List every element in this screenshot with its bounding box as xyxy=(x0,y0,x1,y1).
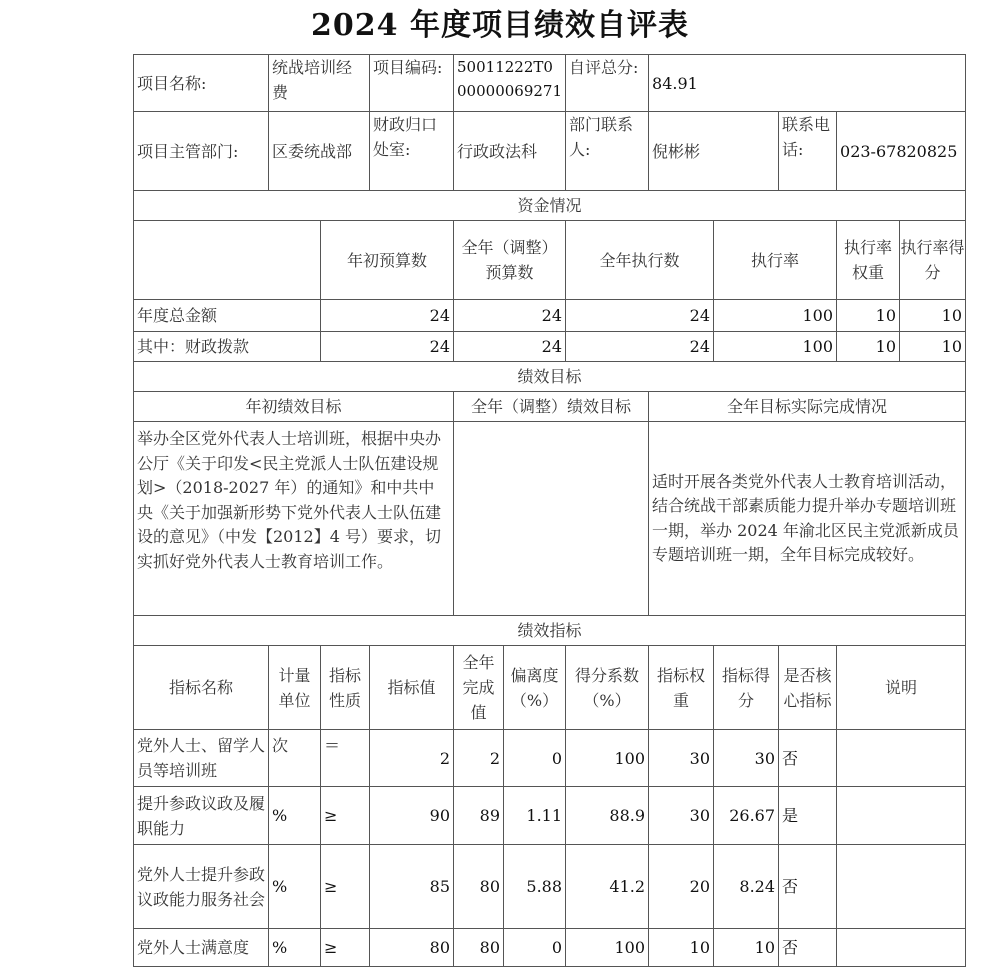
ind-actual: 2 xyxy=(454,730,504,787)
indicators-section-row xyxy=(134,616,966,646)
ind-unit: 次 xyxy=(269,730,321,787)
funding-row-rate: 100 xyxy=(714,300,837,332)
ind-note xyxy=(837,929,966,967)
ind-actual: 80 xyxy=(454,845,504,929)
goals-header-actual: 全年目标实际完成情况 xyxy=(649,392,966,422)
self-score-value: 84.91 xyxy=(649,55,966,112)
indicator-row xyxy=(134,730,966,787)
funding-row-adjusted: 24 xyxy=(454,332,566,362)
self-score-label: 自评总分: xyxy=(566,55,649,112)
funding-header-initial: 年初预算数 xyxy=(321,221,454,300)
funding-row xyxy=(134,300,966,332)
ind-header-unit: 计量单位 xyxy=(269,646,321,730)
dept-value: 区委统战部 xyxy=(269,112,370,191)
ind-header-score: 指标得分 xyxy=(714,646,779,730)
ind-target: 85 xyxy=(370,845,454,929)
ind-deviation: 5.88 xyxy=(504,845,566,929)
initial-goal-text: 举办全区党外代表人士培训班，根据中央办公厅《关于印发<民主党派人士队伍建设规划>（2018-2027 年）的通知》和中共中央《关于加强新形势下党外代表人士队伍建设的意见》（中发【2012】4 号）要求，切实抓好党外代表人士教育培训工作。 xyxy=(134,422,454,616)
ind-header-nature: 指标性质 xyxy=(321,646,370,730)
ind-score: 10 xyxy=(714,929,779,967)
funding-row-label: 其中：财政拨款 xyxy=(134,332,321,362)
project-name-value: 统战培训经费 xyxy=(269,55,370,112)
funding-row-initial: 24 xyxy=(321,300,454,332)
ind-nature: ≥ xyxy=(321,787,370,845)
funding-header-rate: 执行率 xyxy=(714,221,837,300)
ind-coefficient: 41.2 xyxy=(566,845,649,929)
ind-header-deviation: 偏离度（%） xyxy=(504,646,566,730)
funding-header-blank xyxy=(134,221,321,300)
ind-core: 否 xyxy=(779,730,837,787)
ind-header-note: 说明 xyxy=(837,646,966,730)
evaluation-table xyxy=(133,54,966,967)
ind-unit: % xyxy=(269,929,321,967)
phone-label: 联系电话: xyxy=(779,112,837,191)
ind-core: 否 xyxy=(779,929,837,967)
ind-note xyxy=(837,787,966,845)
funding-row-weight: 10 xyxy=(837,332,900,361)
ind-unit: % xyxy=(269,845,321,929)
contact-label: 部门联系人: xyxy=(566,112,649,191)
goals-header-row xyxy=(134,392,966,422)
ind-weight: 30 xyxy=(649,730,714,787)
indicators-section-title: 绩效指标 xyxy=(134,616,966,646)
goals-body-row xyxy=(134,422,966,616)
ind-target: 2 xyxy=(370,730,454,787)
office-value: 行政政法科 xyxy=(454,112,566,191)
ind-nature: ≥ xyxy=(321,845,370,929)
ind-weight: 30 xyxy=(649,787,714,845)
ind-target: 80 xyxy=(370,929,454,967)
goals-section-row xyxy=(134,362,966,392)
ind-deviation: 0 xyxy=(504,929,566,967)
project-info-row-1 xyxy=(134,55,966,112)
goals-header-adjusted: 全年（调整）绩效目标 xyxy=(454,392,649,422)
funding-header-score: 执行率得分 xyxy=(900,238,965,282)
ind-header-core: 是否核心指标 xyxy=(779,646,837,730)
indicator-row xyxy=(134,787,966,845)
ind-score: 8.24 xyxy=(714,845,779,929)
ind-deviation: 1.11 xyxy=(504,787,566,845)
funding-section-title: 资金情况 xyxy=(134,191,966,221)
contact-value: 倪彬彬 xyxy=(649,112,779,191)
funding-row-label: 年度总金额 xyxy=(134,300,321,332)
ind-unit: % xyxy=(269,787,321,845)
goals-header-initial: 年初绩效目标 xyxy=(134,392,454,422)
ind-header-weight: 指标权重 xyxy=(649,646,714,730)
ind-coefficient: 100 xyxy=(566,730,649,787)
funding-header-adjusted: 全年（调整）预算数 xyxy=(454,221,566,300)
project-code-value: 50011222T000000069271 xyxy=(454,55,566,112)
ind-name: 党外人士、留学人员等培训班 xyxy=(134,730,269,787)
ind-name: 党外人士满意度 xyxy=(134,929,269,967)
ind-score: 30 xyxy=(714,730,779,787)
funding-row-rate: 100 xyxy=(714,332,837,362)
ind-core: 是 xyxy=(779,787,837,845)
funding-header-weight-score xyxy=(837,221,966,300)
funding-row-executed: 24 xyxy=(566,332,714,362)
actual-completion-text: 适时开展各类党外代表人士教育培训活动，结合统战干部素质能力提升举办专题培训班一期，举办 2024 年渝北区民主党派新成员专题培训班一期，全年目标完成较好。 xyxy=(649,422,966,616)
adjusted-goal-text xyxy=(454,422,649,616)
funding-row-score: 10 xyxy=(941,337,963,356)
page-title: 2024 年度项目绩效自评表 xyxy=(311,8,689,43)
ind-actual: 80 xyxy=(454,929,504,967)
funding-row-score: 10 xyxy=(941,306,963,325)
ind-target: 90 xyxy=(370,787,454,845)
project-info-row-2 xyxy=(134,112,966,191)
funding-row-weight-score xyxy=(837,332,966,362)
office-label: 财政归口处室: xyxy=(370,112,454,191)
phone-value: 023-67820825 xyxy=(837,112,966,191)
funding-row-executed: 24 xyxy=(566,300,714,332)
ind-header-target: 指标值 xyxy=(370,646,454,730)
ind-header-name: 指标名称 xyxy=(134,646,269,730)
funding-row-initial: 24 xyxy=(321,332,454,362)
funding-row xyxy=(134,332,966,362)
ind-name: 党外人士提升参政议政能力服务社会 xyxy=(134,845,269,929)
indicator-row xyxy=(134,929,966,967)
ind-coefficient: 100 xyxy=(566,929,649,967)
ind-name: 提升参政议政及履职能力 xyxy=(134,787,269,845)
ind-score: 26.67 xyxy=(714,787,779,845)
ind-coefficient: 88.9 xyxy=(566,787,649,845)
ind-deviation: 0 xyxy=(504,730,566,787)
funding-row-adjusted: 24 xyxy=(454,300,566,332)
ind-header-actual: 全年完成值 xyxy=(454,646,504,730)
funding-header-weight: 执行率权重 xyxy=(837,221,900,299)
ind-note xyxy=(837,845,966,929)
indicators-header-row xyxy=(134,646,966,730)
funding-section-row xyxy=(134,191,966,221)
project-code-label: 项目编码: xyxy=(370,55,454,112)
ind-nature: ≥ xyxy=(321,929,370,967)
ind-weight: 20 xyxy=(649,845,714,929)
ind-actual: 89 xyxy=(454,787,504,845)
project-name-label: 项目名称: xyxy=(134,55,269,112)
dept-label: 项目主管部门: xyxy=(134,112,269,191)
funding-row-weight: 10 xyxy=(837,300,900,331)
ind-note xyxy=(837,730,966,787)
funding-header-row xyxy=(134,221,966,300)
ind-weight: 10 xyxy=(649,929,714,967)
funding-row-weight-score xyxy=(837,300,966,332)
ind-header-coefficient: 得分系数（%） xyxy=(566,646,649,730)
ind-core: 否 xyxy=(779,845,837,929)
funding-header-executed: 全年执行数 xyxy=(566,221,714,300)
indicator-row xyxy=(134,845,966,929)
goals-section-title: 绩效目标 xyxy=(134,362,966,392)
ind-nature: ＝ xyxy=(321,730,370,787)
